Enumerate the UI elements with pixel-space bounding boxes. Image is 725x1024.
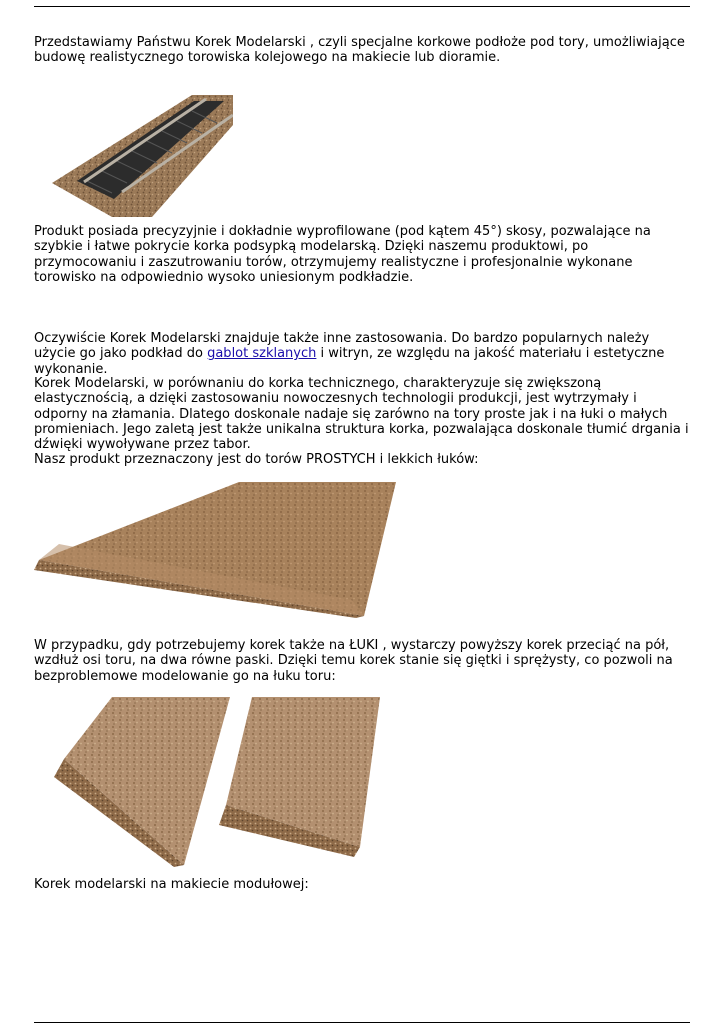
- track-on-cork-photo: [52, 95, 233, 217]
- right-cork-strip: [219, 697, 380, 857]
- cut-cork-strips-photo: [34, 697, 400, 867]
- footer-rule: [34, 1022, 690, 1023]
- header-rule: [34, 6, 690, 7]
- intro-paragraph: Przedstawiamy Państwu Korek Modelarski , czyli specjalne korkowe podłoże pod tory, umożliwiające budowę realistycznego torowiska kolejowego na makiecie lub dioramie.: [34, 35, 685, 66]
- other-uses-text-start: Oczywiście Korek Modelarski znajduje także inne zastosowania. Do bardzo popularnych należy użycie go jako podkład do: [34, 331, 650, 362]
- left-cork-strip: [54, 697, 230, 867]
- other-uses-text-end: i witryn, ze względu na jakość materiału i estetyczne wykonanie.: [34, 346, 665, 377]
- cork-strip-photo: [34, 482, 398, 618]
- curves-paragraph: W przypadku, gdy potrzebujemy korek także na ŁUKI , wystarczy powyższy korek przeciąć na pół, wzdłuż osi toru, na dwa równe paski. Dzięki temu korek stanie się giętki i sprężysty, co pozwoli na bezproblemowe modelowanie go na łuku toru:: [34, 638, 673, 684]
- modular-layout-paragraph: Korek modelarski na makiecie modułowej:: [34, 877, 309, 892]
- other-uses-paragraph: [34, 331, 690, 377]
- precision-paragraph: Produkt posiada precyzyjnie i dokładnie wyprofilowane (pod kątem 45°) skosy, pozwalające na szybkie i łatwe pokrycie korka podsypką modelarską. Dzięki naszemu produktowi, po przymocowaniu i zaszutrowaniu torów, otrzymujemy realistyczne i profesjonalnie wykonane torowisko na odpowiednio wysoko uniesionym podkładzie.: [34, 224, 651, 285]
- straight-tracks-paragraph: Nasz produkt przeznaczony jest do torów PROSTYCH i lekkich łuków:: [34, 452, 479, 467]
- glass-cabinets-link[interactable]: gablot szklanych: [207, 346, 317, 362]
- comparison-paragraph: Korek Modelarski, w porównaniu do korka technicznego, charakteryzuje się zwiększoną elastycznością, a dzięki zastosowaniu nowoczesnych technologii produkcji, jest wytrzymały i odporny na złamania. Dlatego doskonale nadaje się zarówno na tory proste jak i na łuki o małych promieniach. Jego zaletą jest także unikalna struktura korka, pozwalająca doskonale tłumić drgania i dźwięki wywoływane przez tabor.: [34, 376, 689, 453]
